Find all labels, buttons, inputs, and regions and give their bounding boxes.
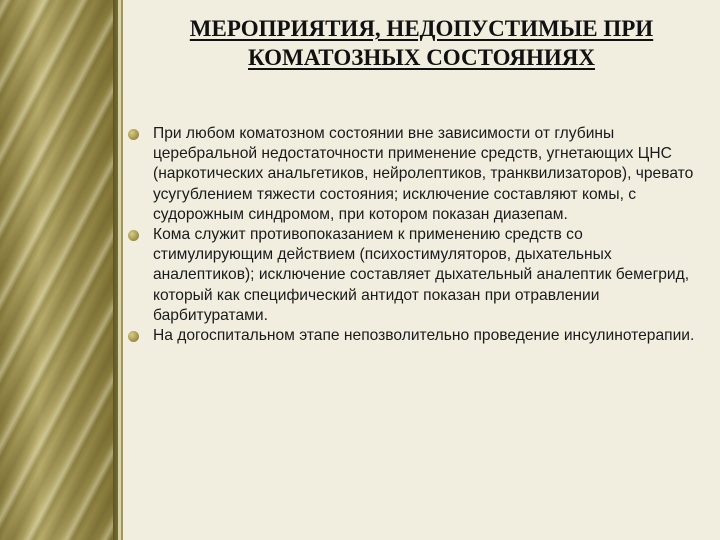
bullet-text: При любом коматозном состоянии вне зависимости от глубины церебральной недостаточности применение средств, угнетающих ЦНС (наркотических анальгетиков, нейролептиков, транквилизаторов), чревато усугублением тяжести состояния; исключение составляют комы, с судорожным синдромом, при котором показан диазепам.: [153, 125, 694, 223]
decorative-gold-band: [0, 0, 113, 540]
bullet-text: Кома служит противопоказанием к применению средств со стимулирующим действием (психостимуляторов, дыхательных аналептиков); исключение составляет дыхательный аналептик бемегрид, который как специфический антидот показан при отравлении барбитуратами.: [153, 226, 690, 324]
bullet-list: [128, 124, 703, 346]
bullet-item: [128, 326, 703, 346]
bullet-item: [128, 124, 703, 225]
bullet-item: [128, 225, 703, 326]
slide-title-line-2: КОМАТОЗНЫХ СОСТОЯНИЯХ: [248, 45, 595, 70]
slide-title-line-1: МЕРОПРИЯТИЯ, НЕДОПУСТИМЫЕ ПРИ: [189, 16, 654, 41]
bullet-text: На догоспитальном этапе непозволительно проведение инсулинотерапии.: [153, 327, 695, 345]
bullet-dot-icon: [128, 331, 139, 342]
bullet-dot-icon: [128, 230, 139, 241]
slide-title: [123, 14, 720, 72]
bullet-dot-icon: [128, 129, 139, 140]
